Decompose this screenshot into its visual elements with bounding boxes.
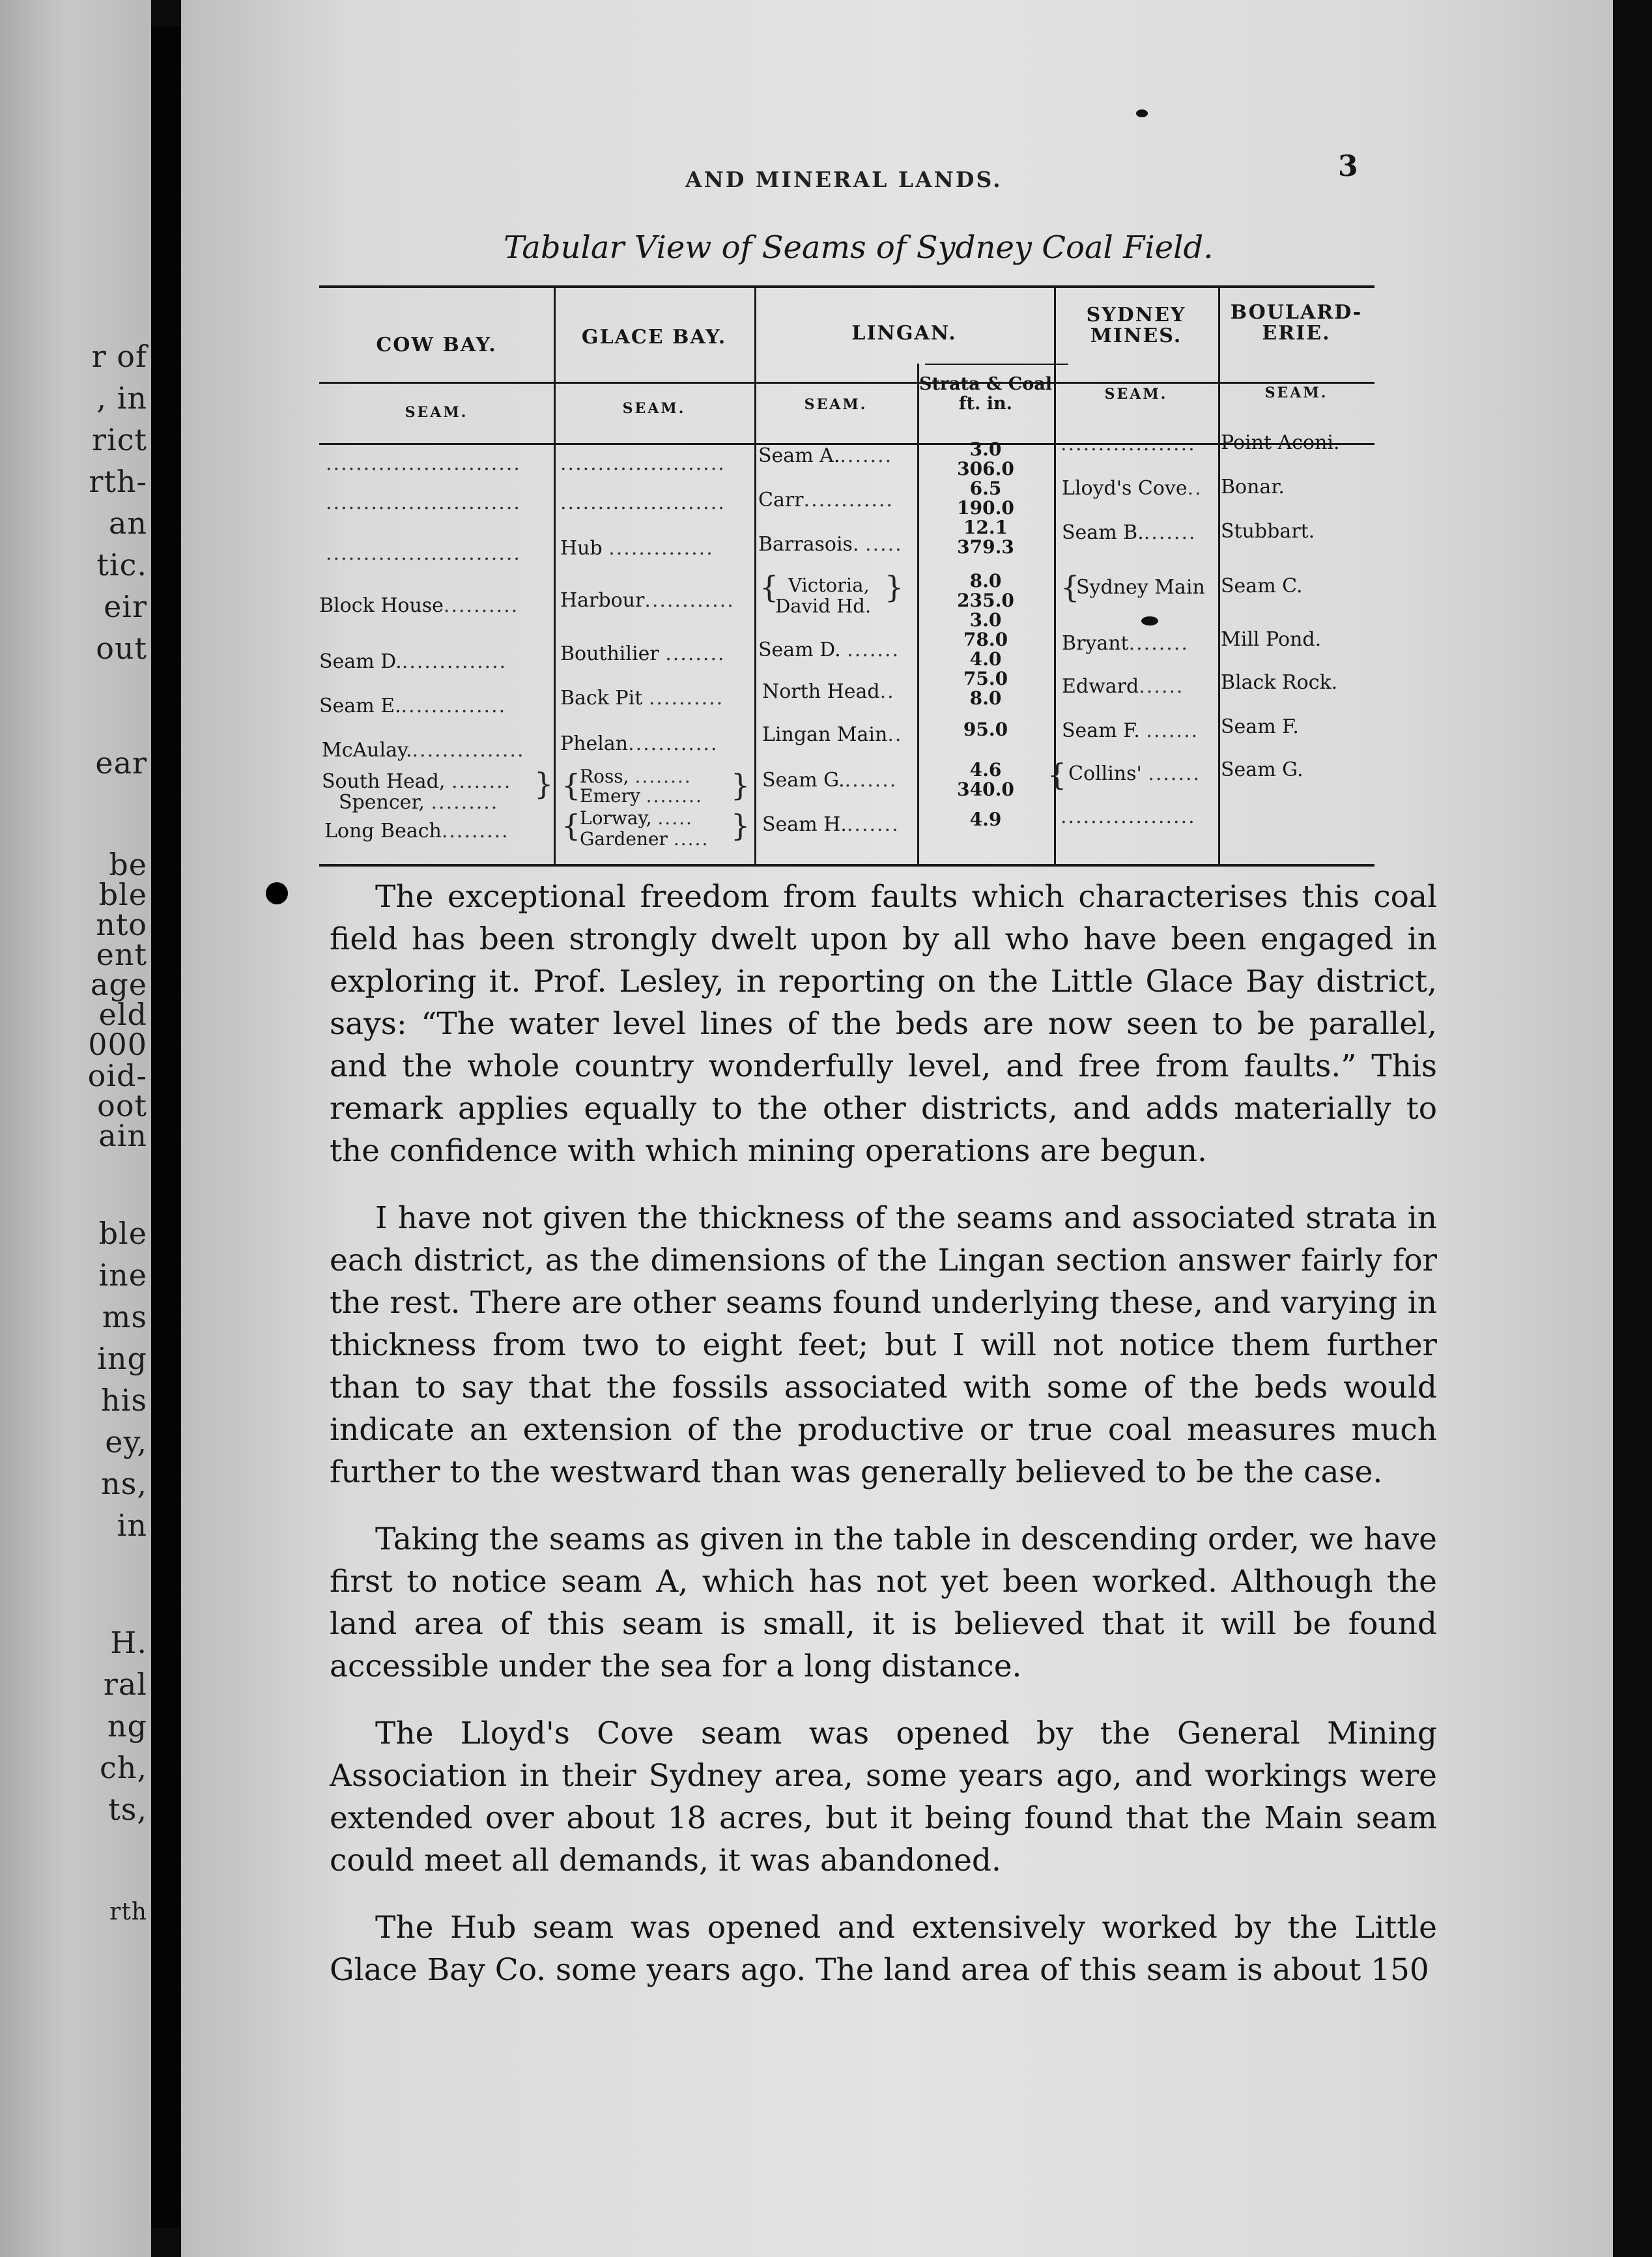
margin-fragment: tic. — [96, 547, 147, 582]
margin-fragment: an — [108, 506, 147, 541]
subheader-seam: SEAM. — [804, 396, 868, 413]
subheader-seam: SEAM. — [405, 404, 468, 421]
lingan-seam: Carr............ — [758, 490, 894, 511]
strata-value: 4.6 — [969, 759, 1002, 781]
brace: { — [562, 808, 581, 843]
margin-fragment: ms — [102, 1299, 147, 1334]
margin-fragment: ch, — [99, 1750, 147, 1785]
brace: } — [534, 766, 554, 801]
page-number: 3 — [1338, 150, 1358, 183]
lingan-seam: Seam D. ....... — [758, 640, 900, 661]
paragraph: The Hub seam was opened and extensively worked by the Little Glace Bay Co. some years ago. The land area of this seam is about 150 — [330, 1910, 1437, 1988]
brace: { — [1047, 757, 1067, 792]
margin-fragment: oot — [97, 1088, 147, 1123]
lingan-seam: Seam G........ — [762, 770, 898, 791]
lingan-seam: Seam H........ — [762, 814, 900, 835]
sydney-mines-seam: Seam B........ — [1062, 523, 1197, 543]
margin-fragment: , in — [96, 381, 147, 416]
glace-bay-seam: Lorway, ..... — [580, 808, 693, 829]
margin-fragment: ent — [96, 937, 147, 972]
glace-bay-seam: Phelan............ — [560, 734, 719, 755]
lingan-seam: Victoria, — [788, 575, 870, 596]
brace: { — [1061, 569, 1080, 605]
strata-value: 8.0 — [969, 687, 1002, 709]
ink-blot — [266, 882, 288, 904]
body-text — [330, 876, 1437, 2016]
margin-fragment: ain — [98, 1118, 147, 1153]
margin-fragment: ral — [103, 1667, 147, 1702]
table-title: Tabular View of Seams of Sydney Coal Field. — [504, 229, 1214, 266]
margin-fragment: oid- — [87, 1058, 147, 1093]
cow-bay-seam: McAulay................ — [322, 740, 525, 761]
header-glace-bay: GLACE BAY. — [581, 326, 727, 349]
cow-bay-seam: Seam D............... — [319, 652, 507, 672]
ink-speck — [1136, 109, 1148, 117]
strata-value: 4.0 — [969, 648, 1002, 670]
cow-bay-seam: Block House.......... — [319, 596, 519, 616]
facing-page-fragment — [0, 0, 151, 2257]
margin-fragment: ey, — [105, 1424, 147, 1459]
empty-cell: .......................... — [326, 453, 521, 474]
empty-cell: ...................... — [560, 493, 726, 513]
brace: { — [760, 569, 779, 605]
margin-fragment: eir — [104, 589, 147, 624]
paragraph: The Lloyd's Cove seam was opened by the General Mining Association in their Sydney area, some years ago, and workings were extended over about 18 acres, but it being found that the Main seam could meet all demands, it was abandoned. — [330, 1716, 1437, 1878]
header-boularderie: BOULARD-ERIE. — [1230, 301, 1363, 345]
book-gutter — [151, 26, 181, 2228]
lingan-seam: Lingan Main.. — [762, 725, 903, 745]
cow-bay-seam: Long Beach......... — [324, 821, 509, 842]
strata-value: 12.1 — [963, 517, 1008, 538]
subheader-rule — [319, 443, 1374, 445]
strata-value: 190.0 — [957, 497, 1014, 519]
cow-bay-seam: Spencer, ......... — [339, 792, 499, 813]
lingan-seam: North Head.. — [762, 682, 895, 702]
subheader-strata: Strata & Coal — [919, 374, 1053, 394]
margin-fragment: ing — [97, 1341, 147, 1376]
strata-value: 75.0 — [963, 668, 1008, 689]
book-page — [181, 0, 1613, 2257]
glace-bay-seam: Harbour............ — [560, 590, 735, 611]
boularderie-seam: Mill Pond. — [1221, 629, 1322, 650]
margin-fragment: rth — [109, 1899, 147, 1925]
boularderie-seam: Point Aconi. — [1221, 433, 1340, 453]
margin-fragment: ble — [98, 1216, 147, 1251]
brace: } — [885, 569, 904, 605]
glace-bay-seam: Emery ........ — [580, 786, 703, 807]
margin-fragment: ng — [107, 1708, 147, 1744]
header-sydney-mines: SYDNEY MINES. — [1086, 304, 1186, 347]
paragraph: Taking the seams as given in the table in descending order, we have first to notice seam A, which has not yet been worked. Although the land area of this seam is small, it is believed that it will be found accessible under the sea for a long distance. — [330, 1521, 1437, 1684]
sydney-mines-seam: Collins' ....... — [1068, 764, 1201, 784]
empty-cell: .................. — [1061, 807, 1196, 827]
margin-fragment: ts, — [108, 1792, 147, 1827]
margin-fragment: r of — [91, 339, 147, 374]
ink-speck — [1141, 616, 1158, 625]
strata-value: 3.0 — [969, 609, 1002, 631]
boularderie-seam: Seam C. — [1221, 576, 1303, 597]
strata-value: 379.3 — [957, 536, 1014, 558]
strata-value: 340.0 — [957, 779, 1014, 800]
margin-fragment: ine — [98, 1258, 147, 1293]
lingan-seam: David Hd. — [775, 596, 872, 616]
margin-fragment: rict — [92, 422, 147, 457]
strata-value: 235.0 — [957, 590, 1014, 611]
running-head: AND MINERAL LANDS. — [685, 167, 1003, 192]
boularderie-seam: Seam G. — [1221, 760, 1303, 781]
boularderie-seam: Stubbart. — [1221, 521, 1315, 542]
glace-bay-seam: Ross, ........ — [580, 766, 692, 787]
glace-bay-seam: Gardener ..... — [580, 829, 709, 850]
margin-fragment: nto — [96, 907, 147, 942]
strata-value: 6.5 — [969, 478, 1002, 499]
margin-fragment: be — [109, 847, 147, 882]
boularderie-seam: Bonar. — [1221, 477, 1285, 498]
sydney-mines-seam: Sydney Main — [1076, 577, 1205, 598]
lingan-seam: Barrasois. ..... — [758, 534, 903, 555]
margin-fragment: ear — [95, 745, 147, 781]
header-rule — [319, 382, 1374, 384]
boularderie-seam: Black Rock. — [1221, 672, 1338, 693]
cow-bay-seam: South Head, ........ — [322, 771, 512, 792]
margin-fragment: age — [90, 967, 147, 1002]
strata-value: 8.0 — [969, 570, 1002, 592]
subheader-seam: SEAM. — [622, 400, 686, 417]
margin-fragment: H. — [110, 1625, 147, 1660]
margin-fragment: ns, — [101, 1466, 147, 1501]
boularderie-seam: Seam F. — [1221, 717, 1299, 738]
subheader-seam: SEAM. — [1104, 386, 1168, 403]
sydney-mines-seam: Edward...... — [1062, 676, 1184, 697]
strata-value: 78.0 — [963, 629, 1008, 650]
glace-bay-seam: Back Pit .......... — [560, 688, 724, 709]
lingan-seam: Seam A........ — [758, 446, 893, 467]
strata-value: 4.9 — [969, 809, 1002, 830]
sydney-mines-seam: Lloyd's Cove.. — [1062, 478, 1203, 499]
cow-bay-seam: Seam E............... — [319, 696, 507, 717]
seam-table — [319, 285, 1374, 869]
paragraph: I have not given the thickness of the seams and associated strata in each district, as the dimensions of the Lingan section answer fairly for the rest. There are other seams found underlying these, and varying in thickness from two to eight feet; but I will not notice them further than to say that the fossils associated with some of the beds would indicate an extension of the productive or true coal measures much further to the westward than was generally believed to be the case. — [330, 1200, 1437, 1490]
table-top-rule — [319, 285, 1374, 288]
column-rule — [554, 285, 556, 864]
column-rule — [754, 285, 756, 864]
margin-fragment: ble — [98, 877, 147, 912]
sydney-mines-seam: Seam F. ....... — [1062, 721, 1199, 741]
lingan-rule — [925, 364, 1068, 365]
scan-border — [1613, 0, 1652, 2257]
margin-fragment: his — [101, 1383, 147, 1418]
margin-fragment: eld — [98, 997, 147, 1032]
brace: } — [731, 768, 750, 803]
margin-fragment: 000 — [88, 1027, 147, 1062]
empty-cell: .......................... — [326, 493, 521, 513]
strata-value: 3.0 — [969, 438, 1002, 460]
empty-cell: .................. — [1061, 434, 1196, 455]
glace-bay-seam: Bouthilier ........ — [560, 644, 726, 665]
subheader-seam: SEAM. — [1264, 384, 1328, 401]
glace-bay-seam: Hub .............. — [560, 538, 714, 559]
empty-cell: .......................... — [326, 543, 521, 564]
header-lingan: LINGAN. — [851, 322, 957, 345]
brace: { — [562, 768, 581, 803]
header-cow-bay: COW BAY. — [376, 334, 497, 356]
column-rule — [1218, 285, 1220, 864]
brace: } — [731, 808, 750, 843]
strata-value: 306.0 — [957, 458, 1014, 480]
table-bottom-rule — [319, 864, 1374, 867]
sydney-mines-seam: Bryant........ — [1062, 633, 1189, 654]
margin-fragment: out — [96, 631, 147, 666]
empty-cell: ...................... — [560, 453, 726, 474]
strata-value: 95.0 — [963, 719, 1008, 740]
margin-fragment: rth- — [89, 464, 147, 499]
subheader-strata-units: ft. in. — [958, 394, 1013, 414]
paragraph: The exceptional freedom from faults which characterises this coal field has been strongly dwelt upon by all who have been engaged in exploring it. Prof. Lesley, in reporting on the Little Glace Bay district, says: “The water level lines of the beds are now seen to be parallel, and the whole country wonderfully level, and free from faults.” This remark applies equally to the other districts, and adds materially to the confidence with which mining operations are begun. — [330, 879, 1437, 1169]
margin-fragment: in — [117, 1508, 147, 1543]
